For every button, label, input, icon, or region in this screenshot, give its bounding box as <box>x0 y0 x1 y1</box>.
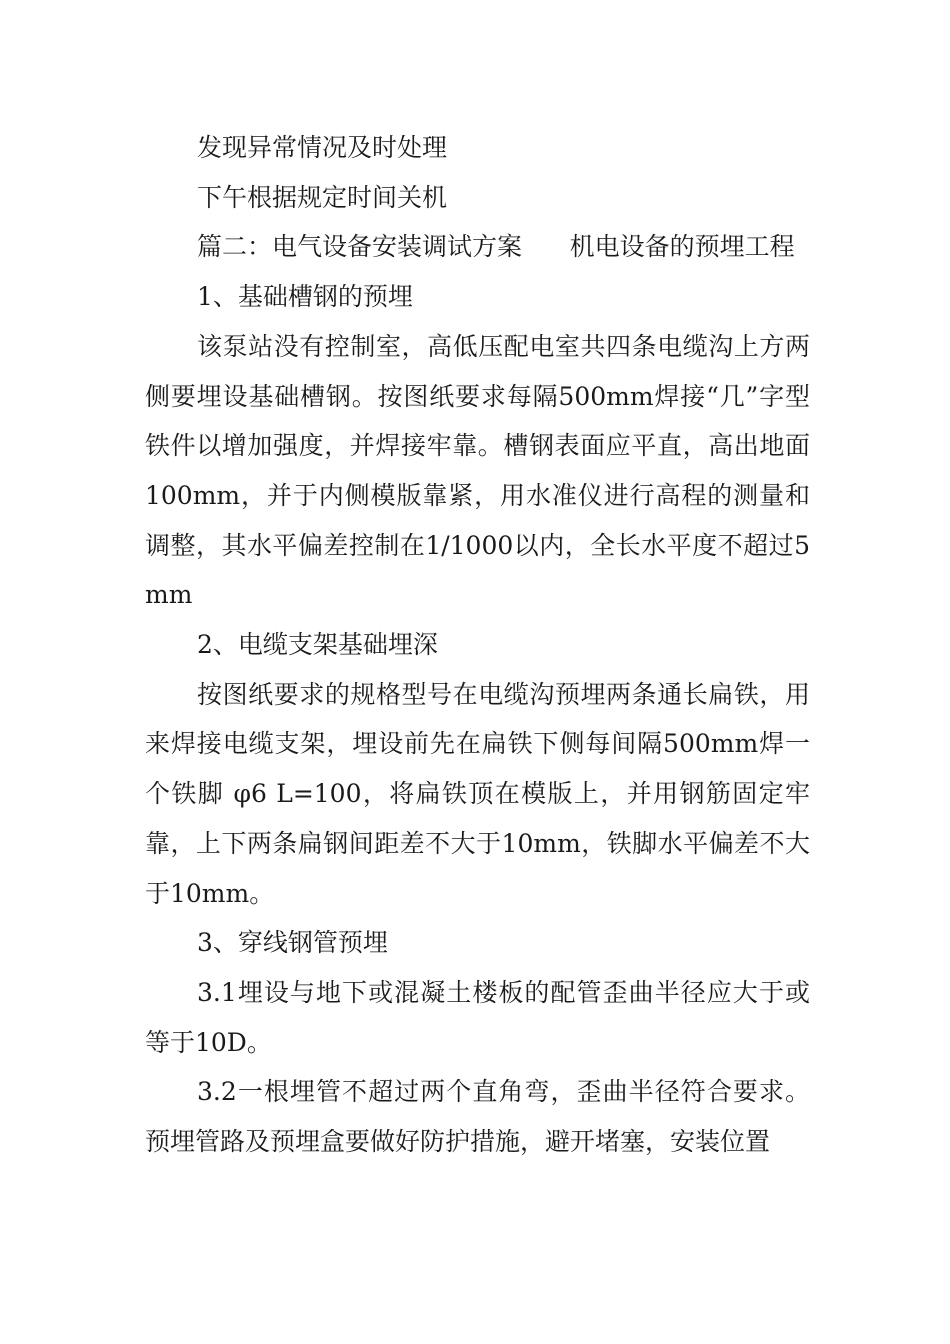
paragraph-channel-steel: 该泵站没有控制室，高低压配电室共四条电缆沟上方两侧要埋设基础槽钢。按图纸要求每隔500mm焊接“几”字型铁件以增加强度，并焊接牢靠。槽钢表面应平直，高出地面100mm，并于内侧模版靠紧，用水准仪进行高程的测量和调整，其水平偏差控制在1/1000以内，全长水平度不超过5mm <box>145 331 810 610</box>
paragraph-handle-exceptions: 发现异常情况及时处理 <box>197 133 448 162</box>
paragraph-conduit-3-2: 3.2一根埋管不超过两个直角弯，歪曲半径符合要求。预埋管路及预埋盒要做好防护措施，避开堵塞，安装位置 <box>145 1077 810 1157</box>
paragraph-conduit-3-1: 3.1埋设与地下或混凝土楼板的配管歪曲半径应大于或等于10D。 <box>145 977 810 1057</box>
heading-cable-bracket: 2、电缆支架基础埋深 <box>197 630 438 660</box>
section-heading-part-two: 篇二：电气设备安装调试方案 机电设备的预埋工程 <box>197 232 795 262</box>
document-page <box>145 123 810 1167</box>
paragraph-cable-bracket: 按图纸要求的规格型号在电缆沟预埋两条通长扁铁，用来焊接电缆支架，埋设前先在扁铁下侧每间隔500mm焊一个铁脚 φ6 L=100，将扁铁顶在模版上，并用钢筋固定牢靠，上下两条扁钢间距差不大于10mm，铁脚水平偏差不大于10mm。 <box>145 679 810 908</box>
heading-steel-conduit: 3、穿线钢管预埋 <box>197 928 388 958</box>
paragraph-shutdown-time: 下午根据规定时间关机 <box>197 182 448 212</box>
heading-channel-steel: 1、基础槽钢的预埋 <box>197 282 413 312</box>
